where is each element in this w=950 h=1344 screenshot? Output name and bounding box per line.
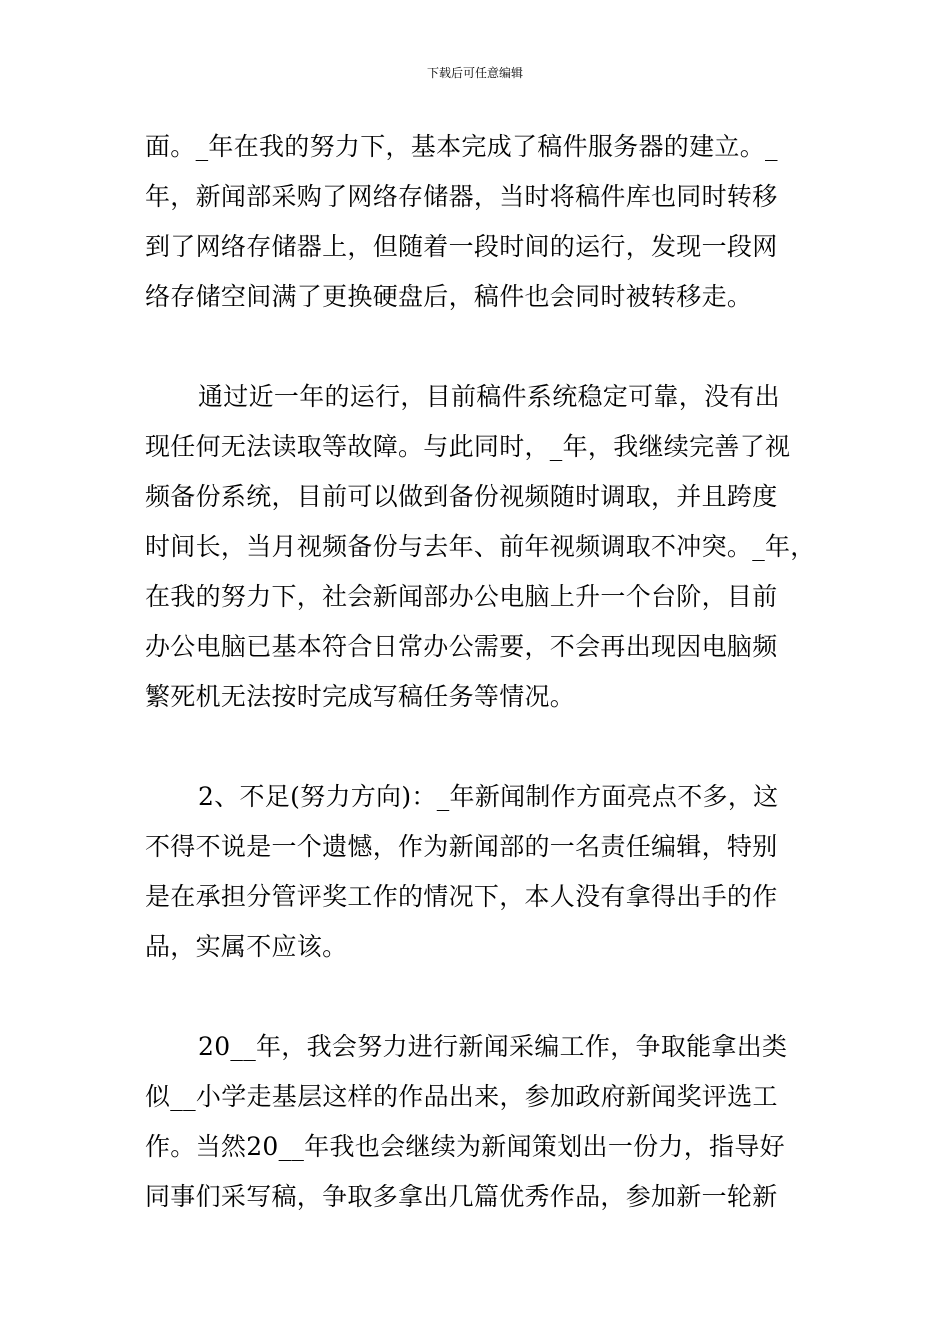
text-line: 年，新闻部采购了网络存储器，当时将稿件库也同时转移 bbox=[145, 182, 778, 211]
text-line: 2、不足(努力方向)：_年新闻制作方面亮点不多，这 bbox=[198, 782, 779, 811]
text-line: 似__小学走基层这样的作品出来，参加政府新闻奖评选工 bbox=[145, 1082, 778, 1111]
text-line: 在我的努力下，社会新闻部办公电脑上升一个台阶，目前 bbox=[145, 582, 778, 611]
text-line: 时间长，当月视频备份与去年、前年视频调取不冲突。_年， bbox=[145, 532, 816, 561]
text-line: 到了网络存储器上，但随着一段时间的运行，发现一段网 bbox=[145, 232, 778, 261]
text-line: 20__年，我会努力进行新闻采编工作，争取能拿出类 bbox=[198, 1032, 788, 1061]
paragraph bbox=[145, 772, 813, 972]
page-header: 下载后可任意编辑 bbox=[426, 66, 523, 80]
paragraph-spacer bbox=[145, 722, 813, 772]
paragraph-spacer bbox=[145, 972, 813, 1022]
text-line: 品，实属不应该。 bbox=[145, 932, 348, 961]
text-line: 现任何无法读取等故障。与此同时，_年，我继续完善了视 bbox=[145, 432, 791, 461]
text-line: 络存储空间满了更换硬盘后，稿件也会同时被转移走。 bbox=[145, 282, 753, 311]
text-line: 不得不说是一个遗憾，作为新闻部的一名责任编辑，特别 bbox=[145, 832, 778, 861]
text-line: 繁死机无法按时完成写稿任务等情况。 bbox=[145, 682, 576, 711]
text-line: 频备份系统，目前可以做到备份视频随时调取，并且跨度 bbox=[145, 482, 778, 511]
text-line: 同事们采写稿，争取多拿出几篇优秀作品，参加新一轮新 bbox=[145, 1182, 778, 1211]
paragraph bbox=[145, 122, 813, 322]
text-line: 办公电脑已基本符合日常办公需要，不会再出现因电脑频 bbox=[145, 632, 778, 661]
paragraph bbox=[145, 1022, 813, 1222]
document-body bbox=[145, 122, 816, 1222]
paragraph bbox=[145, 372, 816, 722]
text-line: 通过近一年的运行，目前稿件系统稳定可靠，没有出 bbox=[198, 382, 780, 411]
text-line: 是在承担分管评奖工作的情况下，本人没有拿得出手的作 bbox=[145, 882, 778, 911]
paragraph-spacer bbox=[145, 322, 813, 372]
text-line: 面。_年在我的努力下，基本完成了稿件服务器的建立。_ bbox=[145, 132, 778, 161]
text-line: 作。当然20__年我也会继续为新闻策划出一份力，指导好 bbox=[145, 1132, 785, 1161]
